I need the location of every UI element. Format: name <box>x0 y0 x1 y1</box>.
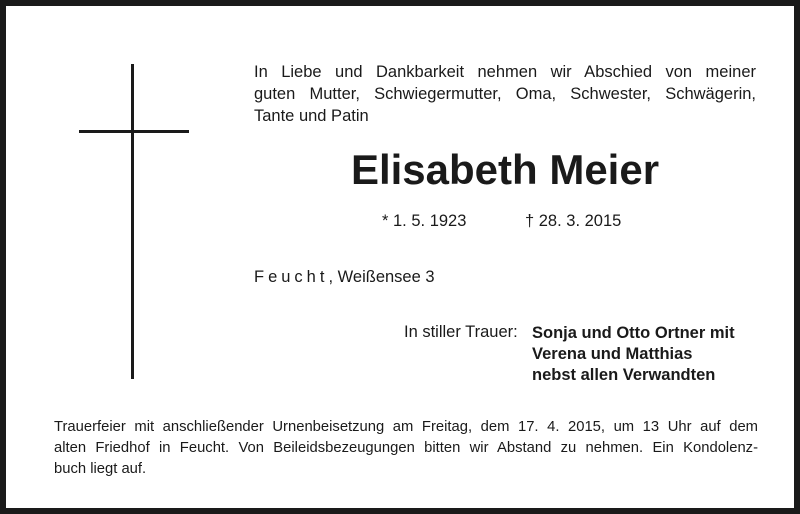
address <box>254 268 435 287</box>
death-date: † 28. 3. 2015 <box>525 212 622 230</box>
mourners-list <box>532 323 735 386</box>
intro-line: In Liebe und Dankbarkeit nehmen wir Abschied von meiner <box>254 63 756 81</box>
address-town: Feucht <box>254 268 329 286</box>
birth-date: * 1. 5. 1923 <box>382 212 467 230</box>
cross-icon-bar <box>79 130 189 133</box>
intro-line: Tante und Patin <box>254 107 369 125</box>
funeral-info-line: buch liegt auf. <box>54 461 147 477</box>
deceased-name: Elisabeth Meier <box>350 146 660 193</box>
funeral-info <box>54 417 758 480</box>
intro-text <box>254 61 756 127</box>
intro-line: guten Mutter, Schwiegermutter, Oma, Schwester, Schwägerin, <box>254 85 756 103</box>
funeral-info-line: alten Friedhof in Feucht. Von Beileidsbezeugungen bitten wir Abstand zu nehmen. Ein Kondolenz- <box>54 440 758 456</box>
funeral-info-line: Trauerfeier mit anschließender Urnenbeisetzung am Freitag, dem 17. 4. 2015, um 13 Uhr auf dem <box>54 419 758 435</box>
cross-icon <box>131 64 134 379</box>
mourner-line: nebst allen Verwandten <box>532 366 716 384</box>
mourner-line: Sonja und Otto Ortner mit <box>532 324 735 342</box>
mourner-line: Verena und Matthias <box>532 345 693 363</box>
mourners-label: In stiller Trauer: <box>404 323 518 341</box>
address-street: , Weißensee 3 <box>328 268 435 286</box>
